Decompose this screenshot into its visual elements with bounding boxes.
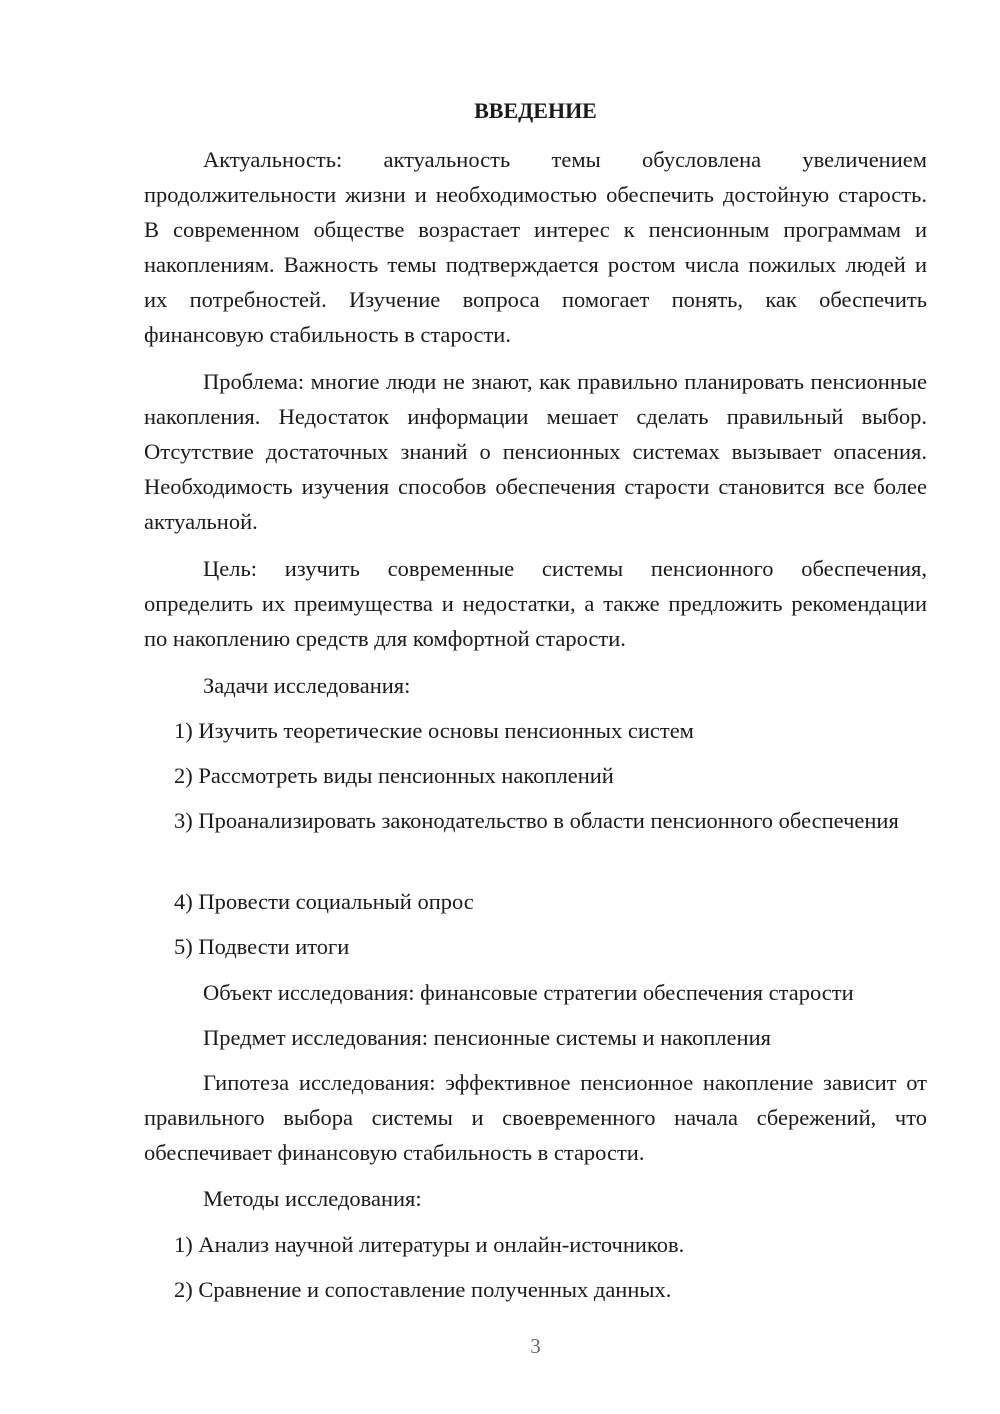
method-item-1: 1) Анализ научной литературы и онлайн-источников. [174,1232,685,1257]
page-title: ВВЕДЕНИЕ [474,98,597,123]
method-item-2: 2) Сравнение и сопоставление полученных данных. [174,1277,672,1302]
page-number: 3 [530,1334,541,1358]
paragraph-methods-heading: Методы исследования: [203,1186,422,1211]
task-item-2: 2) Рассмотреть виды пенсионных накоплений [174,763,614,788]
paragraph-tasks-heading: Задачи исследования: [203,673,411,698]
task-item-1: 1) Изучить теоретические основы пенсионных систем [174,718,694,743]
paragraph-subject: Предмет исследования: пенсионные системы и накопления [203,1025,771,1050]
task-item-5: 5) Подвести итоги [174,934,350,959]
paragraph-hypothesis: Гипотеза исследования: эффективное пенсионное накопление зависит от правильного выбора системы и своевременного начала сбережений, что обеспечивает финансовую стабильность в старости. [144,1070,927,1165]
task-item-3: 3) Проанализировать законодательство в области пенсионного обеспечения [174,808,899,833]
task-item-4: 4) Провести социальный опрос [174,889,474,914]
paragraph-problem: Проблема: многие люди не знают, как правильно планировать пенсионные накопления. Недостаток информации мешает сделать правильный выбор. Отсутствие достаточных знаний о пенсионных системах вызывает опасения. Необходимость изучения способов обеспечения старости становится все более актуальной. [144,369,927,534]
paragraph-goal: Цель: изучить современные системы пенсионного обеспечения, определить их преимущества и недостатки, а также предложить рекомендации по накоплению средств для комфортной старости. [144,556,927,651]
paragraph-object: Объект исследования: финансовые стратегии обеспечения старости [203,980,854,1005]
paragraph-relevance: Актуальность: актуальность темы обусловлена увеличением продолжительности жизни и необходимостью обеспечить достойную старость. В современном обществе возрастает интерес к пенсионным программам и накоплениям. Важность темы подтверждается ростом числа пожилых людей и их потребностей. Изучение вопроса помогает понять, как обеспечить финансовую стабильность в старости. [144,147,927,347]
